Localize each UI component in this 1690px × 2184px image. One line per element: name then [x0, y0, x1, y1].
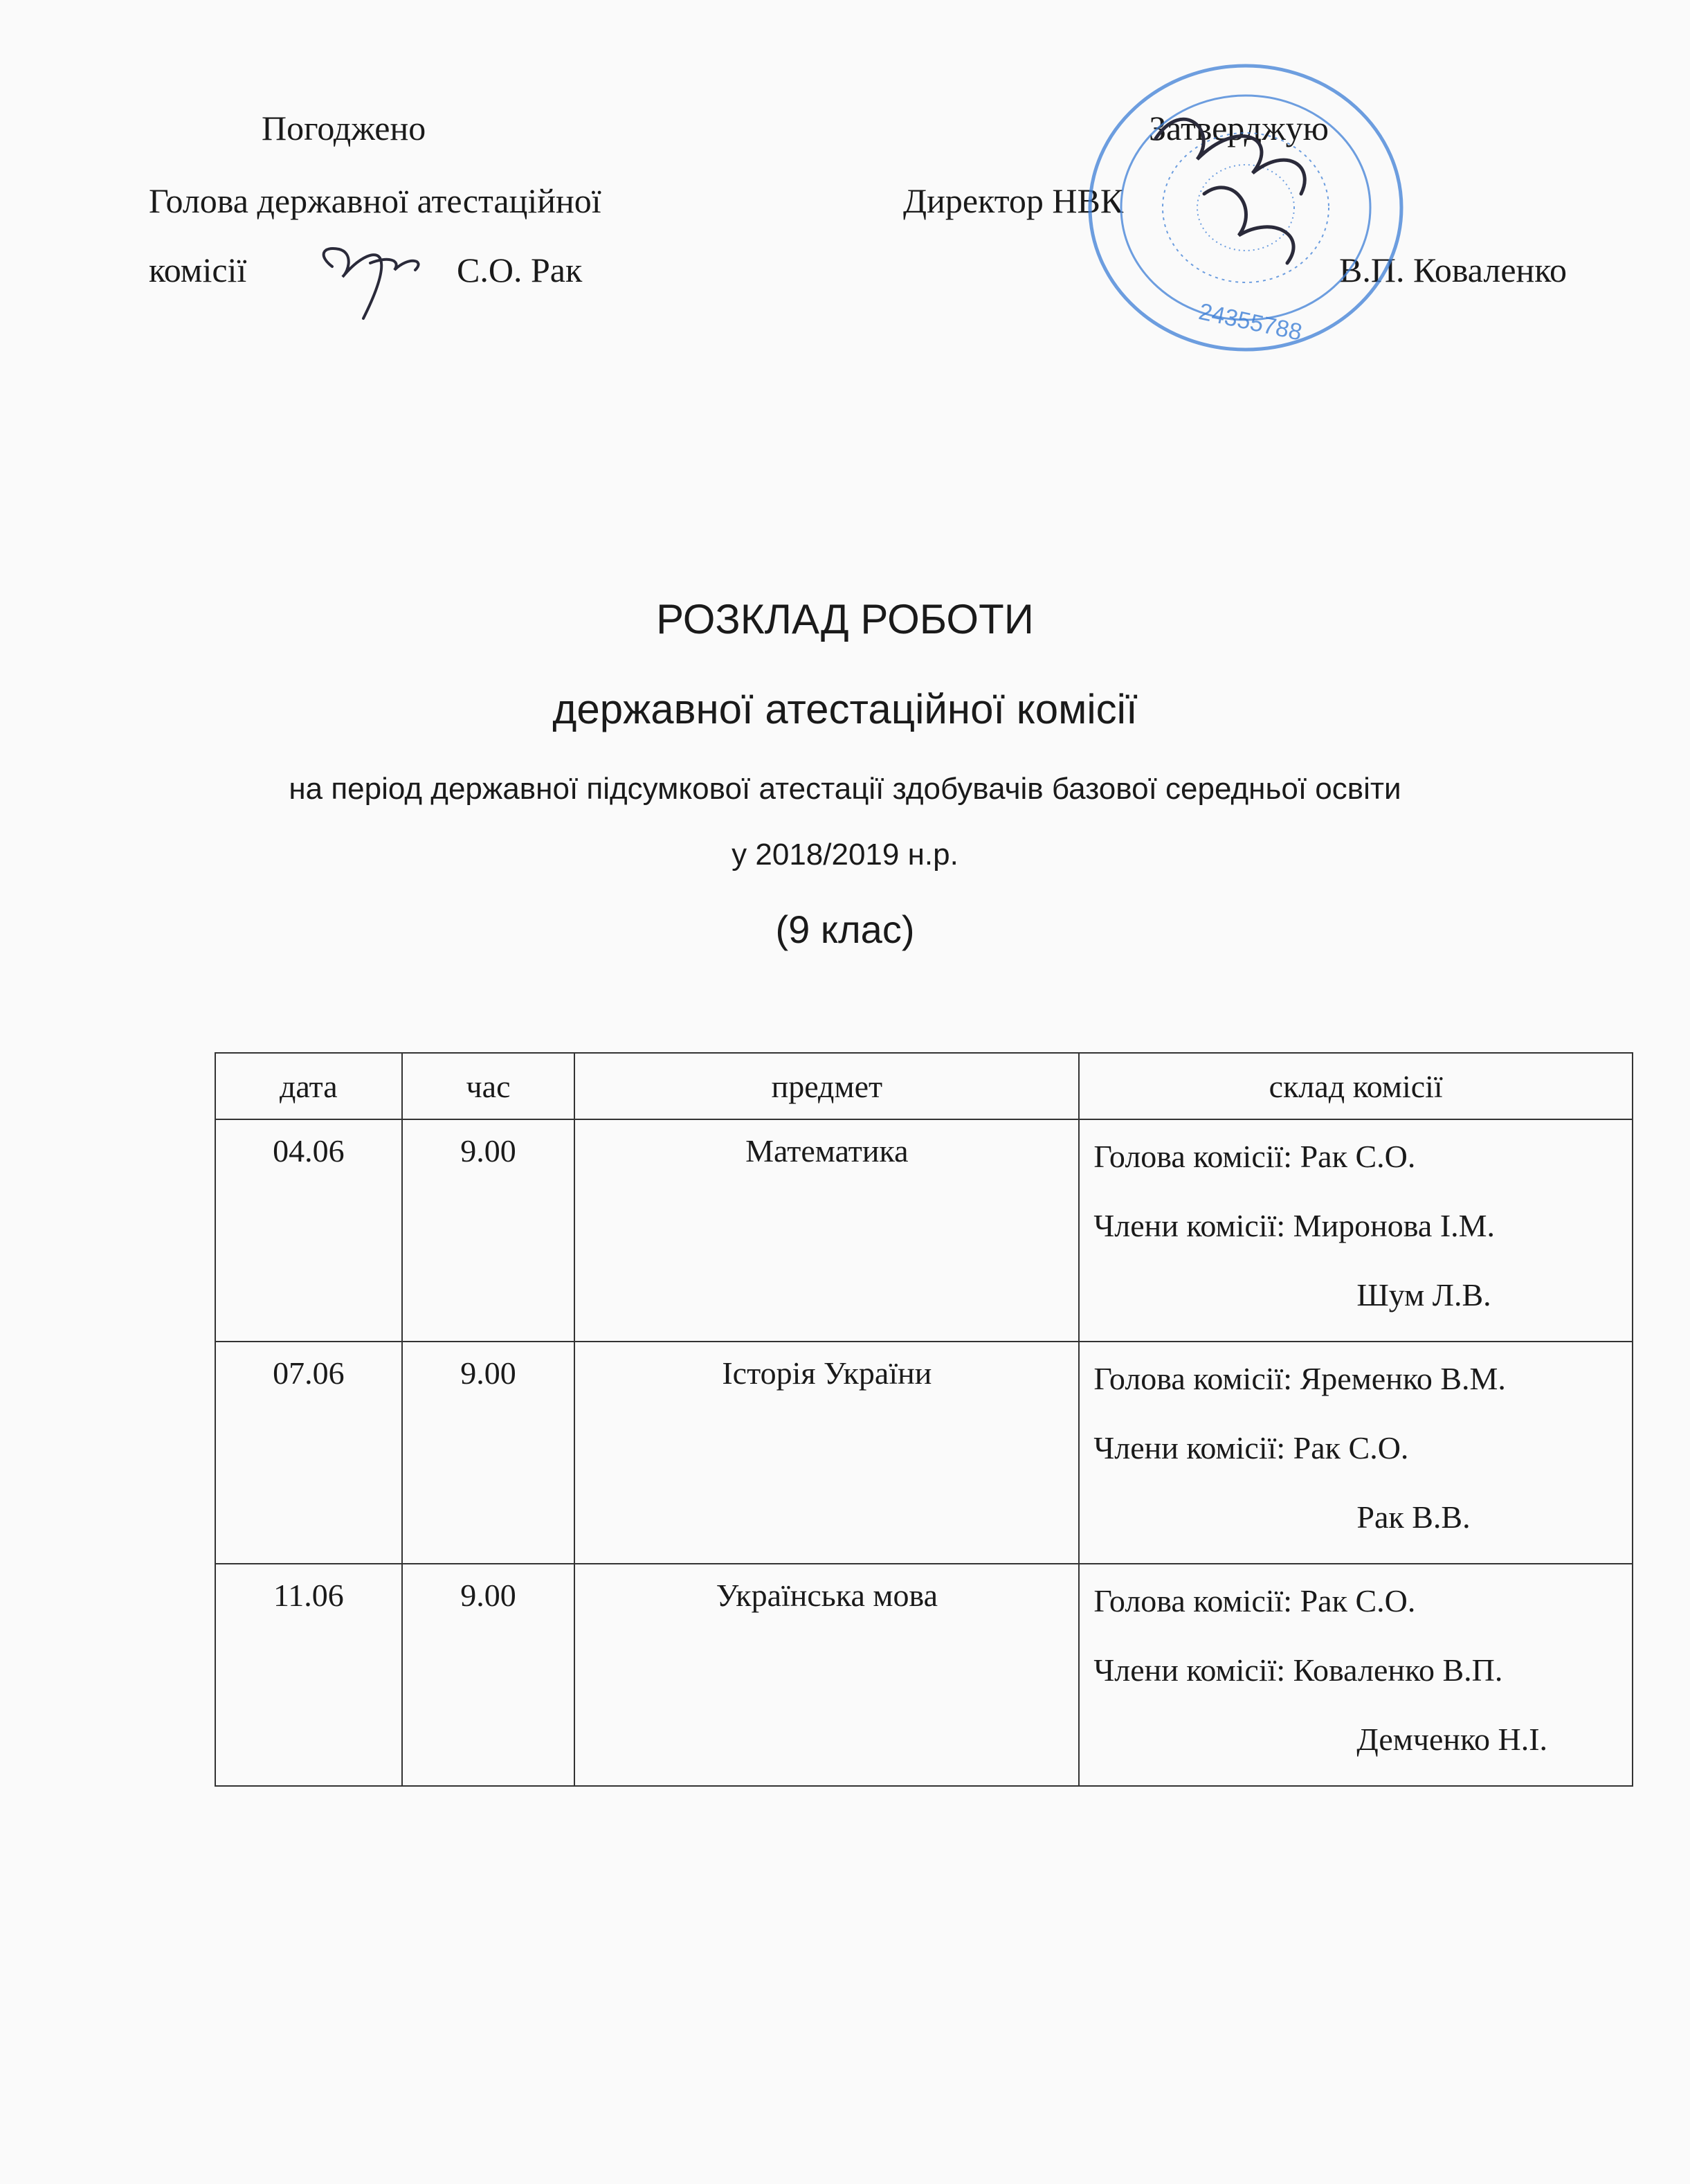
col-header-date: дата: [215, 1053, 402, 1119]
col-header-time: час: [402, 1053, 575, 1119]
document-grade: (9 клас): [775, 908, 915, 951]
director-name: В.П. Коваленко: [1339, 251, 1568, 289]
commission-members: Члени комісії: Миронова І.М.: [1093, 1208, 1496, 1243]
chair-position-line2: комісії: [149, 251, 247, 289]
cell-commission: [1079, 1119, 1633, 1342]
document-title: РОЗКЛАД РОБОТИ: [656, 596, 1034, 642]
cell-time: 9.00: [402, 1342, 575, 1564]
approved-label-left: Погоджено: [262, 109, 426, 147]
commission-member: Рак В.В.: [1356, 1499, 1471, 1535]
school-stamp: [1080, 55, 1412, 360]
commission-member: Шум Л.В.: [1356, 1277, 1491, 1312]
chair-name: С.О. Рак: [457, 251, 583, 289]
table-row: [215, 1119, 1633, 1342]
cell-date: 04.06: [215, 1119, 402, 1342]
cell-subject: Українська мова: [574, 1564, 1079, 1786]
commission-chair: Голова комісії: Рак С.О.: [1093, 1583, 1416, 1618]
cell-date: 07.06: [215, 1342, 402, 1564]
cell-date: 11.06: [215, 1564, 402, 1786]
table-row: [215, 1342, 1633, 1564]
commission-chair: Голова комісії: Рак С.О.: [1093, 1139, 1416, 1174]
cell-subject: Історія України: [574, 1342, 1079, 1564]
cell-time: 9.00: [402, 1564, 575, 1786]
commission-members: Члени комісії: Коваленко В.П.: [1093, 1652, 1503, 1688]
cell-commission: [1079, 1342, 1633, 1564]
stamp-code: 24355788: [1196, 298, 1305, 346]
cell-time: 9.00: [402, 1119, 575, 1342]
cell-subject: Математика: [574, 1119, 1079, 1342]
approved-label-right: Затверджую: [1149, 109, 1329, 147]
table-row: [215, 1564, 1633, 1786]
table-header-row: [215, 1053, 1633, 1119]
schedule-table: [215, 1052, 1633, 1787]
commission-members: Члени комісії: Рак С.О.: [1093, 1430, 1409, 1465]
commission-chair: Голова комісії: Яременко В.М.: [1093, 1361, 1506, 1396]
col-header-commission: склад комісії: [1079, 1053, 1633, 1119]
col-header-subject: предмет: [574, 1053, 1079, 1119]
commission-member: Демченко Н.І.: [1356, 1722, 1548, 1757]
chair-signature: [311, 228, 436, 332]
chair-position-line1: Голова державної атестаційної: [149, 181, 601, 220]
document-subtitle: державної атестаційної комісії: [552, 686, 1138, 732]
director-position: Директор НВК: [903, 181, 1124, 220]
document-year: у 2018/2019 н.р.: [732, 838, 958, 872]
cell-commission: [1079, 1564, 1633, 1786]
document-period: на період державної підсумкової атестації здобувачів базової середньої освіти: [289, 772, 1401, 806]
